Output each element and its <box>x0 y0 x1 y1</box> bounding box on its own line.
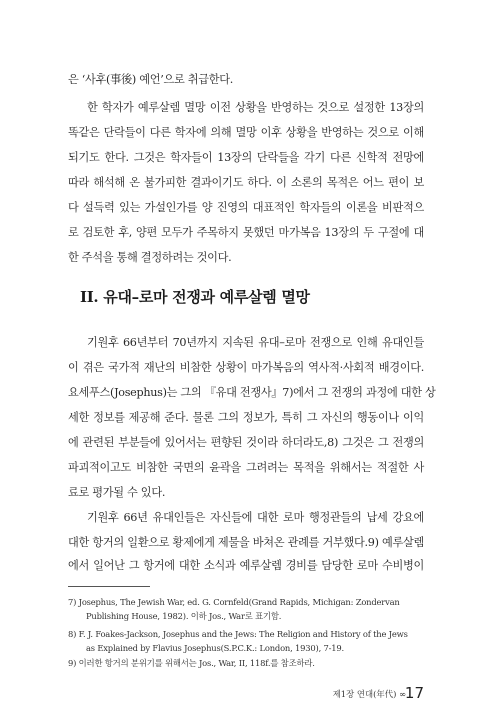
body-line: 한 주석을 통해 결정하려는 것이다. <box>68 251 232 264</box>
body-line: 대한 항거의 일환으로 황제에게 제물을 바쳐온 관례를 거부했다.9) 예루살렘 <box>68 536 424 549</box>
footnote-line: 7) Josephus, The Jewish War, ed. G. Cornfeld(Grand Rapids, Michigan: Zondervan <box>68 597 400 607</box>
body-line: 은 ‘사후(事後) 예언’으로 취급한다. <box>68 73 234 86</box>
footnote-line: 9) 이러한 항거의 분위기를 위해서는 Jos., War, II, 118f.를 참조하라. <box>68 658 315 668</box>
body-line: 세한 정보를 제공해 준다. 물론 그의 정보가, 특히 그 자신의 행동이나 이익 <box>68 411 424 424</box>
body-line: 료로 평가될 수 있다. <box>68 486 166 499</box>
body-line: 파괴적이고도 비참한 국면의 윤곽을 그려려는 목적을 위해서는 적절한 사 <box>68 461 424 474</box>
body-line: 요세푸스(Josephus)는 그의 『유대 전쟁사』7)에서 그 전쟁의 과정에 대한 상 <box>68 386 436 399</box>
footnote-line: Publishing House, 1982). 이하 Jos., War로 표기함. <box>86 611 282 621</box>
footnote-divider <box>68 586 150 587</box>
body-line: 에 관련된 부분들에 있어서는 편향된 것이라 하더라도,8) 그것은 그 전쟁의 <box>68 436 424 449</box>
body-line: 에서 일어난 그 항거에 대한 소식과 예루살렘 경비를 담당한 로마 수비병이 <box>68 559 424 572</box>
body-line: 되기도 한다. 그것은 학자들이 13장의 단락들을 각기 다른 신학적 전망에 <box>68 151 424 164</box>
footnote-line: as Explained by Flavius Josephus(S.P.C.K.: London, 1930), 7-19. <box>86 643 345 653</box>
body-line: 다 설득력 있는 가설인가를 양 진영의 대표적인 학자들의 이론을 비판적으 <box>68 201 424 214</box>
running-footer: 제1장 연대(年代) ∞ <box>332 689 406 699</box>
footnote-line: 8) F. J. Foakes-Jackson, Josephus and the Jews: The Religion and History of the Jews <box>68 629 408 639</box>
page-number: 17 <box>404 684 424 702</box>
body-line: 이 겪은 국가적 재난의 비참한 상황이 마가복음의 역사적·사회적 배경이다. <box>68 361 424 374</box>
body-line: 기원후 66년부터 70년까지 지속된 유대–로마 전쟁으로 인해 유대인들 <box>87 336 424 349</box>
section-heading: II. 유대–로마 전쟁과 예루살렘 멸망 <box>80 288 310 306</box>
body-line: 한 학자가 예루살렘 멸망 이전 상황을 반영하는 것으로 설정한 13장의 <box>87 101 424 114</box>
body-line: 똑같은 단락들이 다른 학자에 의해 멸망 이후 상황을 반영하는 것으로 이해 <box>68 126 424 139</box>
body-line: 로 검토한 후, 양편 모두가 주목하지 못했던 마가복음 13장의 두 구절에 대 <box>68 226 424 239</box>
body-line: 기원후 66년 유대인들은 자신들에 대한 로마 행정관들의 납세 강요에 <box>87 511 424 524</box>
body-line: 따라 해석해 온 불가피한 결과이기도 하다. 이 소론의 목적은 어느 편이 보 <box>68 176 424 189</box>
